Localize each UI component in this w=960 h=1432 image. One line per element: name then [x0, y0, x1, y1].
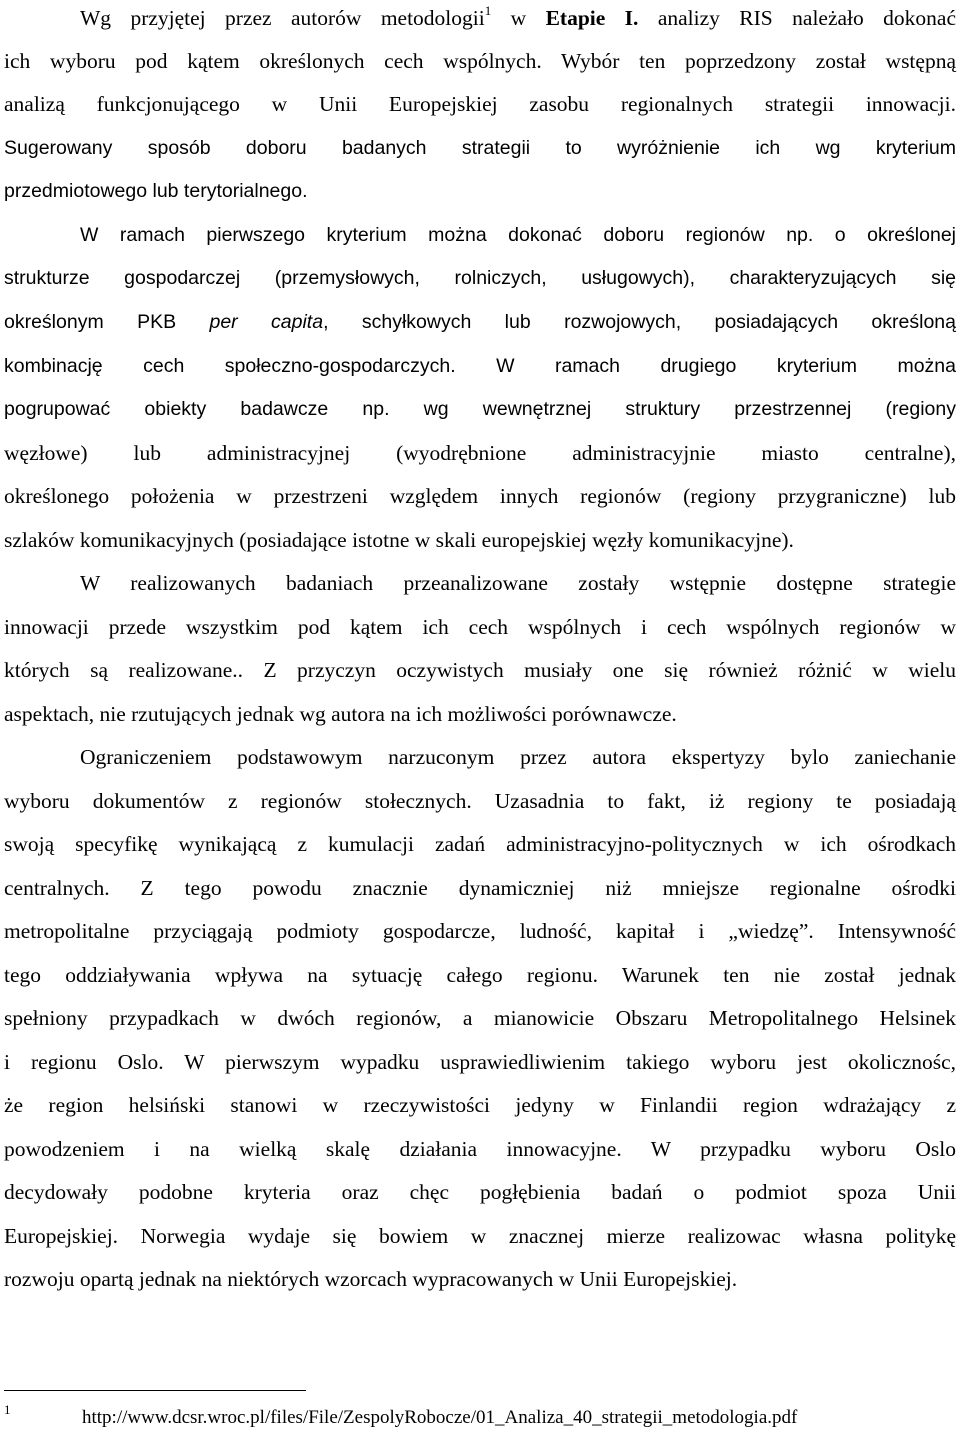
footnote-divider — [4, 1390, 306, 1391]
italic-term: per capita — [209, 311, 324, 333]
paragraph-2-line-2: strukturze gospodarczej (przemysłowych, rolniczych, usługowych), charakteryzujących się — [4, 267, 956, 289]
paragraph-2-line-6: węzłowe) lub administracyjnej (wyodrębnione administracyjnie miasto centralne), — [4, 441, 956, 465]
paragraph-4-line-10: powodzeniem i na wielką skalę działania innowacyjne. W przypadku wyboru Oslo — [4, 1137, 956, 1161]
text-segment: określonym PKB — [4, 311, 210, 333]
paragraph-2-line-1: W ramach pierwszego kryterium można dokonać doboru regionów np. o określonej — [80, 224, 956, 246]
paragraph-4-line-11: decydowały podobne kryteria oraz chęc pogłębienia badań o podmiot spoza Unii — [4, 1180, 956, 1204]
paragraph-4-line-4: centralnych. Z tego powodu znacznie dynamiczniej niż mniejsze regionalne ośrodki — [4, 876, 956, 900]
text-segment: analizy RIS należało dokonać — [638, 6, 957, 30]
paragraph-2-line-4: kombinację cech społeczno-gospodarczych. W ramach drugiego kryterium można — [4, 355, 956, 377]
paragraph-4-line-13: rozwoju opartą jednak na niektórych wzorcach wypracowanych w Unii Europejskiej. — [4, 1267, 738, 1291]
paragraph-1-line-1 — [80, 2, 956, 34]
paragraph-3-line-4: aspektach, nie rzutujących jednak wg autora na ich możliwości porównawcze. — [4, 702, 677, 726]
paragraph-2-line-5: pogrupować obiekty badawcze np. wg wewnętrznej struktury przestrzennej (regiony — [4, 398, 956, 420]
paragraph-4-line-12: Europejskiej. Norwegia wydaje się bowiem w znacznej mierze realizowac własna politykę — [4, 1224, 956, 1248]
paragraph-4-line-1: Ograniczeniem podstawowym narzuconym przez autora ekspertyzy bylo zaniechanie — [80, 745, 956, 769]
paragraph-4-line-7: spełniony przypadkach w dwóch regionów, a mianowicie Obszaru Metropolitalnego Helsinek — [4, 1006, 956, 1030]
paragraph-2-line-8: szlaków komunikacyjnych (posiadające istotne w skali europejskiej węzły komunikacyjne). — [4, 528, 794, 552]
paragraph-4-line-8: i regionu Oslo. W pierwszym wypadku usprawiedliwienim takiego wyboru jest okolicznośc, — [4, 1050, 956, 1074]
paragraph-4-line-6: tego oddziaływania wpływa na sytuację całego regionu. Warunek ten nie został jednak — [4, 963, 956, 987]
paragraph-4-line-2: wyboru dokumentów z regionów stołecznych. Uzasadnia to fakt, iż regiony te posiadają — [4, 789, 956, 813]
text-segment: w — [491, 6, 546, 30]
paragraph-1-line-2: ich wyboru pod kątem określonych cech wspólnych. Wybór ten poprzedzony został wstępną — [4, 49, 956, 73]
footnote-reference[interactable]: 1 — [484, 2, 492, 18]
paragraph-3-line-2: innowacji przede wszystkim pod kątem ich cech wspólnych i cech wspólnych regionów w — [4, 615, 956, 639]
text-segment: Wg przyjętej przez autorów metodologii — [80, 6, 485, 30]
paragraph-1-line-5: przedmiotowego lub terytorialnego. — [4, 180, 308, 202]
paragraph-4-line-9: że region helsiński stanowi w rzeczywistości jedyny w Finlandii region wdrażający z — [4, 1093, 956, 1117]
paragraph-3-line-1: W realizowanych badaniach przeanalizowane zostały wstępnie dostępne strategie — [80, 571, 956, 595]
paragraph-1-line-3: analizą funkcjonującego w Unii Europejskiej zasobu regionalnych strategii innowacji. — [4, 92, 956, 116]
paragraph-1-line-4: Sugerowany sposób doboru badanych strategii to wyróżnienie ich wg kryterium — [4, 137, 956, 159]
paragraph-3-line-3: których są realizowane.. Z przyczyn oczywistych musiały one się również różnić w wielu — [4, 658, 956, 682]
paragraph-4-line-5: metropolitalne przyciągają podmioty gospodarcze, ludność, kapitał i „wiedzę”. Intensywność — [4, 919, 956, 943]
text-segment: , schyłkowych lub rozwojowych, posiadających określoną — [323, 311, 956, 333]
paragraph-2-line-3 — [4, 306, 956, 338]
footnote-number: 1 — [4, 1402, 11, 1417]
footnote-link[interactable]: http://www.dcsr.wroc.pl/files/File/ZespolyRobocze/01_Analiza_40_strategii_metodologia.pdf — [82, 1407, 798, 1428]
paragraph-2-line-7: określonego położenia w przestrzeni względem innych regionów (regiony przygraniczne) lub — [4, 484, 956, 508]
stage-label: Etapie I. — [545, 6, 639, 30]
paragraph-4-line-3: swoją specyfikę wynikającą z kumulacji zadań administracyjno-politycznych w ich ośrodkach — [4, 832, 956, 856]
